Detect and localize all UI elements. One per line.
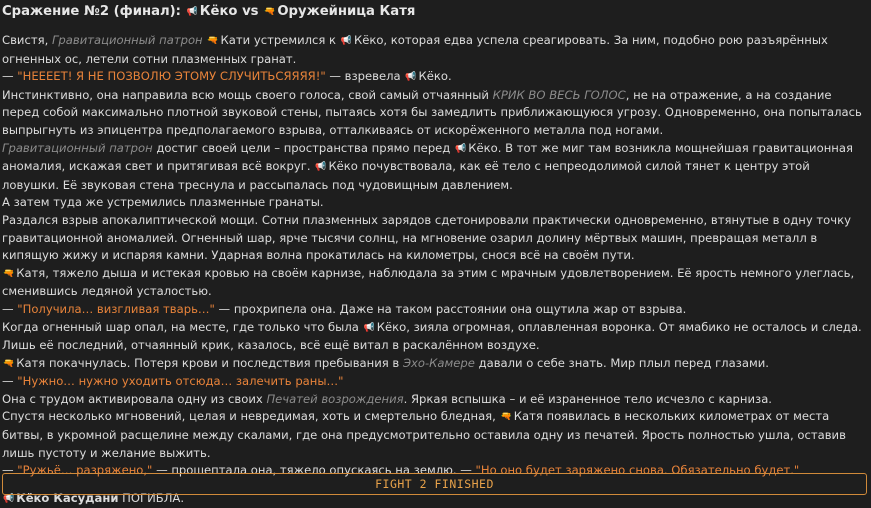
- text: Кёко.: [418, 69, 452, 84]
- ability-name: Печатей возрождения: [266, 391, 404, 406]
- text: Спустя несколько мгновений, целая и невредимая, хоть и смертельно бледная,: [2, 409, 500, 424]
- dialogue: "Получила… визгливая тварь…": [17, 301, 215, 316]
- ability-name: Гравитационный патрон: [2, 140, 153, 155]
- text: Кёко, которая едва успела среагировать. За ним, подобно рою разъярённых огненных ос, летели сотни плазменных гранат.: [2, 33, 828, 66]
- story-paragraph: [2, 32, 865, 68]
- fight-finished-banner: FIGHT 2 FINISHED: [2, 473, 867, 495]
- megaphone-icon: 📢: [405, 72, 417, 83]
- fallen-fighter-name: Кёко Касудани: [16, 490, 119, 505]
- text: —: [2, 69, 18, 84]
- title-vs: vs: [237, 4, 264, 19]
- story-paragraph: [2, 319, 865, 355]
- text: — взревела: [325, 69, 405, 84]
- text: Кёко почувствовала, как её тело с непреодолимой силой тянет к центру этой ловушки. Её звуковая стена треснула и рассыпалась под чудовищным давлением.: [2, 159, 810, 192]
- text: Катя, тяжело дыша и истекая кровью на своём карнизе, наблюдала за этим с мрачным удовлетворением. Её ярость немного улеглась, сменившись ледяной усталостью.: [2, 265, 855, 299]
- megaphone-icon: 📢: [363, 322, 375, 333]
- story-paragraph: [2, 265, 865, 301]
- text: [203, 33, 207, 47]
- story-paragraph: Раздался взрыв апокалиптической мощи. Сотни плазменных зарядов сдетонировали практически одновременно, втянутые в одну точку гравитационной аномалией. Огненный шар, ярче тысячи солнц, на мгновение озарил долину мёртвых машин, превращая металл в кипящую жижу и испаряя камни. Ударная волна прокатилась на километры, снося всё на своём пути.: [2, 212, 851, 263]
- death-status: ПОГИБЛА.: [118, 490, 185, 505]
- text: Кёко, зияла огромная, оплавленная воронка. От ямабико не осталось и следа. Лишь её последний, отчаянный крик, казалось, всё ещё витал в раскалённом воздухе.: [2, 319, 862, 353]
- text: , не на отражение, а на создание перед собой максимально плотной звуковой стены, пытаясь хотя бы замедлить приближающуюся угрозу. Одновременно, она попыталась выпрыгнуть из эпицентра предполагаемого взрыва, отталкиваясь от искорёженного металла под ногами.: [2, 87, 862, 137]
- story-paragraph: [2, 408, 865, 462]
- text: . Яркая вспышка – и её израненное тело исчезло с карниза.: [403, 391, 772, 406]
- dialogue: "Ружьё… разряжено,": [17, 463, 153, 478]
- fight-title: [2, 3, 865, 21]
- story-paragraph: [2, 301, 865, 319]
- raygun-icon: 🔫: [264, 7, 276, 17]
- raygun-icon: 🔫: [500, 412, 512, 423]
- location-name: Эхо-Камере: [402, 355, 475, 370]
- story-paragraph: [2, 68, 865, 87]
- raygun-icon: 🔫: [207, 36, 219, 46]
- story-paragraph: [2, 391, 865, 409]
- megaphone-icon: 📢: [340, 36, 352, 46]
- text: —: [2, 374, 18, 389]
- story-paragraph: [2, 140, 865, 195]
- dialogue: "Нужно… нужно уходить отсюда… залечить раны…": [17, 374, 344, 389]
- text: Инстинктивно, она направила всю мощь своего голоса, свой самый отчаянный: [2, 87, 493, 102]
- text: Она с трудом активировала одну из своих: [2, 391, 267, 406]
- dialogue: "НЕЕЕЕТ! Я НЕ ПОЗВОЛЮ ЭТОМУ СЛУЧИТЬСЯЯЯЯ!": [17, 69, 326, 84]
- megaphone-icon: 📢: [3, 493, 15, 504]
- text: Кёко. В тот же миг там возникла мощнейшая гравитационная аномалия, искажая свет и притягивая всё вокруг.: [2, 140, 853, 174]
- megaphone-icon: 📢: [315, 162, 327, 173]
- text: Кати устремился к: [220, 33, 340, 47]
- story-paragraph: [2, 355, 865, 374]
- text: — прохрипела она. Даже на таком расстоянии она ощутила жар от взрыва.: [214, 301, 687, 316]
- ability-name: Гравитационный патрон: [51, 33, 203, 47]
- ability-name: КРИК ВО ВЕСЬ ГОЛОС: [492, 87, 626, 102]
- raygun-icon: 🔫: [3, 358, 15, 369]
- megaphone-icon: 📢: [455, 143, 467, 154]
- text: Когда огненный шар опал, на месте, где только что была: [2, 319, 363, 334]
- megaphone-icon: 📢: [186, 7, 198, 17]
- story-paragraph: [2, 87, 865, 140]
- text: давали о себе знать. Мир плыл перед глазами.: [474, 355, 769, 370]
- text: достиг своей цели – пространства прямо перед: [152, 140, 455, 155]
- text: Катя появилась в нескольких километрах от места битвы, в укромной расщелине между скалами, где она предусмотрительно оставила одну из печатей. Ярость полностью ушла, оставив лишь пустоту и желание выжить.: [2, 409, 846, 460]
- story-paragraph: А затем туда же устремились плазменные гранаты.: [2, 195, 324, 210]
- fighter2-name: Оружейница Катя: [277, 4, 416, 19]
- fighter1-name: Кёко: [199, 4, 238, 19]
- text: — прошептала она, тяжело опускаясь на землю. —: [152, 463, 476, 478]
- text: —: [2, 463, 18, 478]
- dialogue: "Но оно будет заряжено снова. Обязательно будет.": [475, 463, 800, 478]
- story-paragraph: [2, 373, 865, 391]
- raygun-icon: 🔫: [3, 268, 15, 279]
- text: —: [2, 301, 18, 316]
- title-prefix: Сражение №2 (финал):: [2, 4, 186, 19]
- text: Катя покачнулась. Потеря крови и последствия пребывания в: [16, 355, 403, 370]
- text: Свистя,: [2, 33, 52, 47]
